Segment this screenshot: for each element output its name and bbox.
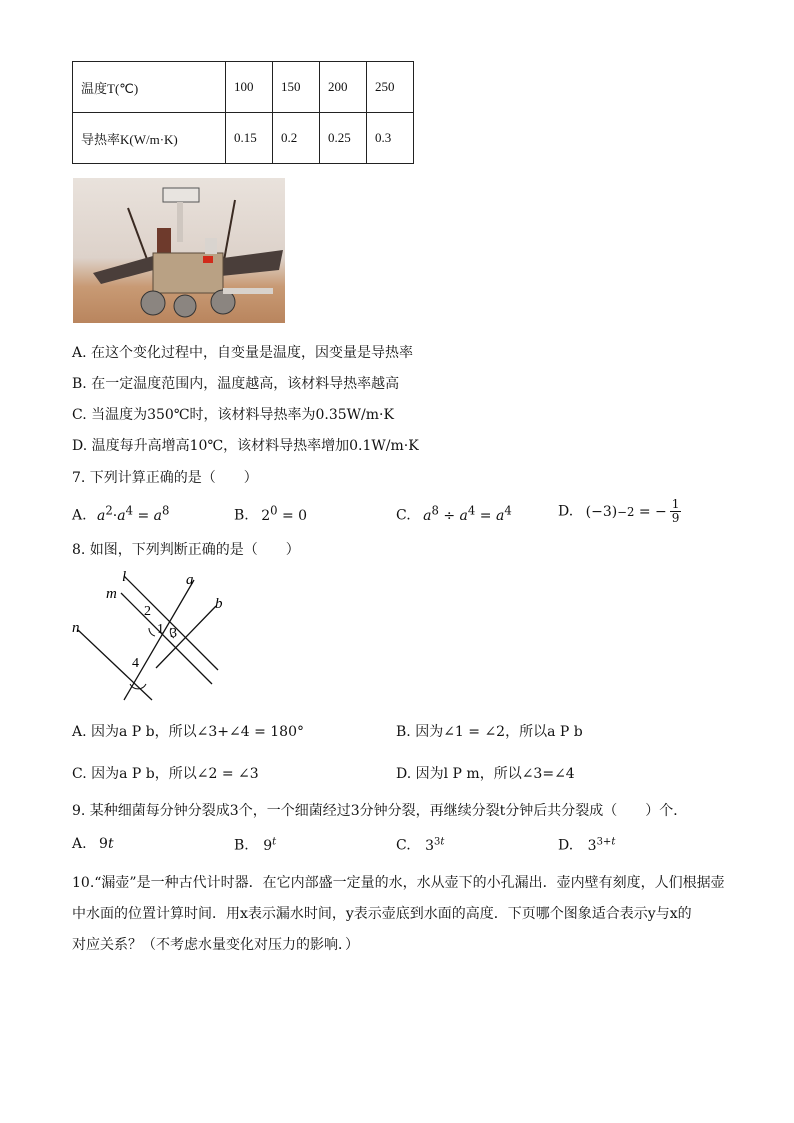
- q9-option-d: [558, 836, 615, 854]
- q9-formula-a: 9t: [99, 836, 114, 852]
- q8-option-a: A. 因为a P b，所以∠3+∠4 = 180°: [72, 724, 304, 740]
- label-b: b: [215, 596, 223, 612]
- table-cell: 0.15: [226, 113, 273, 164]
- q9-option-c: [396, 836, 444, 854]
- q10-line-3: 对应关系？（不考虑水量变化对压力的影响．）: [72, 937, 359, 953]
- table-cell: 150: [273, 62, 320, 113]
- q6-option-a: A. 在这个变化过程中，自变量是温度，因变量是导热率: [72, 345, 414, 361]
- label-n: n: [72, 620, 80, 636]
- table-row: [73, 113, 414, 164]
- table-cell: 0.3: [367, 113, 414, 164]
- table-cell: 0.2: [273, 113, 320, 164]
- q6-option-c: C. 当温度为350℃时，该材料导热率为0.35W/m·K: [72, 407, 394, 423]
- q7-stem: 7. 下列计算正确的是（ ）: [72, 470, 258, 486]
- table-cell: 250: [367, 62, 414, 113]
- option-label: C.: [396, 507, 411, 524]
- q7-option-a: [72, 503, 169, 524]
- q7-formula-b: $2^0 = 0$: [261, 503, 308, 524]
- q6-option-d: D. 温度每升高增高10℃，该材料导热率增加0.1W/m·K: [72, 438, 419, 454]
- table-header-temperature: 温度T(℃): [73, 62, 226, 113]
- q8-stem: 8. 如图，下列判断正确的是（ ）: [72, 542, 300, 558]
- temperature-conductivity-table: [72, 61, 414, 164]
- q7-formula-c: $a^8 \div a^4 = a^4$: [423, 503, 512, 524]
- q9-option-b: [234, 836, 276, 854]
- q10-line-1: 10.“漏壶”是一种古代计时器．在它内部盛一定量的水，水从壶下的小孔漏出．壶内壁有刻度，人们根据壶: [72, 875, 725, 891]
- q7-formula-d: (−3) −2 = − 1 9: [585, 497, 680, 525]
- q10-line-2: 中水面的位置计算时间．用x表示漏水时间，y表示壶底到水面的高度．下页哪个图象适合表示y与x的: [72, 906, 692, 922]
- option-label: D.: [558, 503, 574, 520]
- q7-option-d: [558, 498, 681, 525]
- q8-line-figure: [66, 566, 236, 706]
- label-l: l: [122, 569, 127, 585]
- option-label: A.: [72, 507, 87, 524]
- label-angle-4: 4: [132, 656, 139, 671]
- q9-stem: 9. 某种细菌每分钟分裂成3个，一个细菌经过3分钟分裂，再继续分裂t分钟后共分裂成（ ）个．: [72, 803, 688, 819]
- q7-option-c: [396, 503, 512, 524]
- option-label: D.: [558, 837, 574, 854]
- table-row: [73, 62, 414, 113]
- label-angle-2: 2: [144, 604, 151, 619]
- table-cell: 200: [320, 62, 367, 113]
- table-header-conductivity: 导热率K(W/m·K): [73, 113, 226, 164]
- mars-rover-image: [73, 178, 285, 323]
- q9-formula-c: $3^{3t}$: [425, 836, 445, 854]
- label-m: m: [106, 586, 117, 602]
- q9-option-a: [72, 836, 114, 852]
- label-a: a: [186, 572, 194, 588]
- q7-option-b: [234, 503, 307, 524]
- table-cell: 0.25: [320, 113, 367, 164]
- q8-option-d: D. 因为l P m，所以∠3=∠4: [396, 766, 575, 782]
- q9-formula-d: $3^{3+t}$: [587, 836, 616, 854]
- q9-formula-b: 9$^t$: [263, 836, 277, 854]
- q8-option-c: C. 因为a P b，所以∠2 = ∠3: [72, 766, 259, 782]
- label-angle-3: 3: [170, 626, 177, 641]
- q8-option-b: B. 因为∠1 = ∠2，所以a P b: [396, 724, 583, 740]
- table-cell: 100: [226, 62, 273, 113]
- option-label: A.: [72, 836, 87, 852]
- label-angle-1: 1: [157, 622, 164, 637]
- q7-formula-a: $a^2\cdot a^4 = a^8$: [97, 503, 170, 524]
- q6-option-b: B. 在一定温度范围内，温度越高，该材料导热率越高: [72, 376, 400, 392]
- option-label: C.: [396, 837, 411, 854]
- option-label: B.: [234, 837, 249, 854]
- option-label: B.: [234, 507, 249, 524]
